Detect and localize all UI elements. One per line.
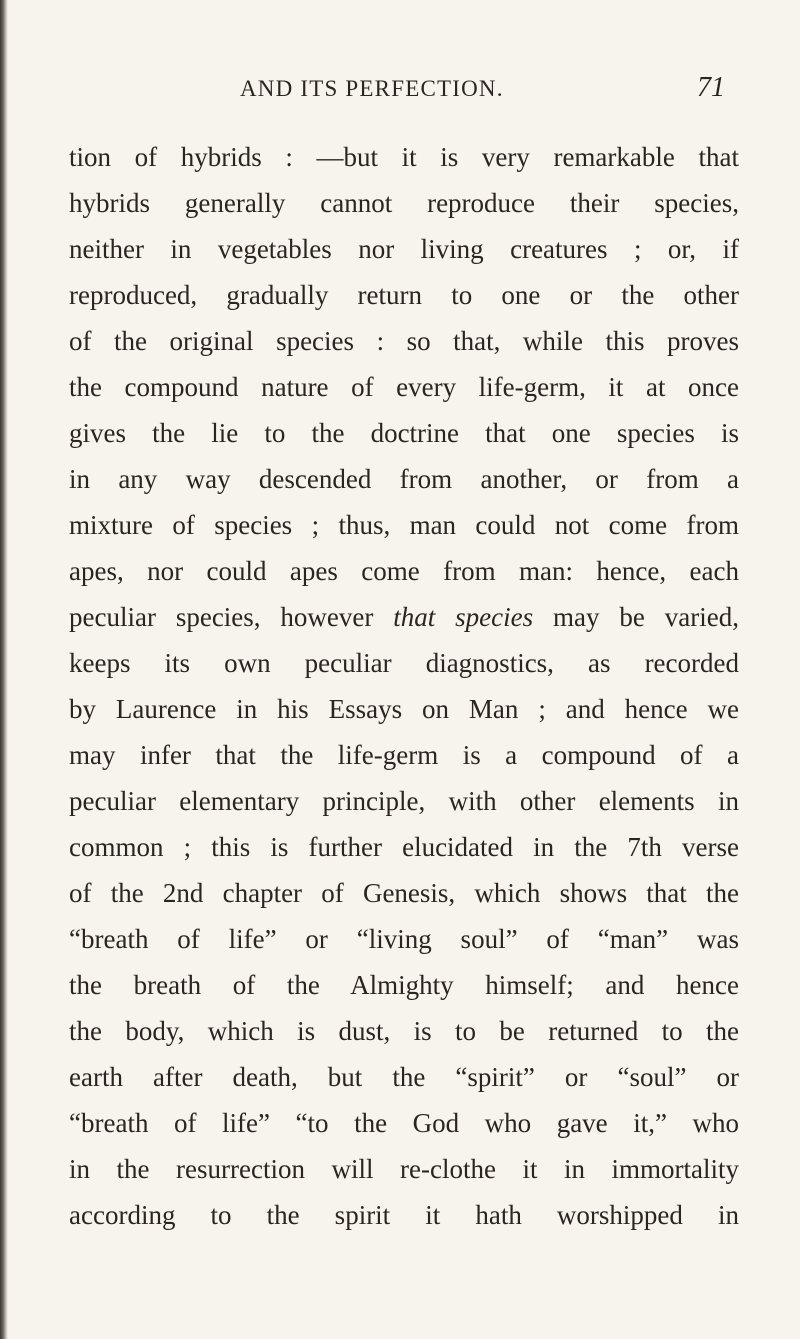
text-segment: peculiar species, however [69, 602, 394, 632]
running-head: AND ITS PERFECTION. [240, 76, 504, 101]
text-line: mixture of species ; thus, man could not come from [69, 510, 739, 540]
text-line: common ; this is further elucidated in the 7th verse [69, 832, 739, 862]
text-line: in the resurrection will re-clothe it in immortality [69, 1154, 739, 1184]
text-line: apes, nor could apes come from man: hence, each [69, 556, 739, 586]
text-line: in any way descended from another, or from a [69, 464, 739, 494]
text-line: “breath of life” “to the God who gave it,” who [69, 1108, 739, 1138]
text-line: gives the lie to the doctrine that one species is [69, 418, 739, 448]
text-line: by Laurence in his Essays on Man ; and hence we [69, 694, 739, 724]
text-segment: may be varied, [533, 602, 739, 632]
text-line: “breath of life” or “living soul” of “man” was [69, 924, 739, 954]
text-line: hybrids generally cannot reproduce their species, [69, 188, 739, 218]
text-line: may infer that the life-germ is a compound of a [69, 740, 739, 770]
text-line: of the original species : so that, while this proves [69, 326, 739, 356]
text-line: tion of hybrids : —but it is very remarkable that [69, 142, 739, 172]
text-line: the breath of the Almighty himself; and hence [69, 970, 739, 1000]
page-number: 71 [697, 72, 725, 103]
text-line [69, 600, 739, 634]
text-line: earth after death, but the “spirit” or “soul” or [69, 1062, 739, 1092]
text-line: peculiar elementary principle, with other elements in [69, 786, 739, 816]
text-line: the compound nature of every life-germ, it at once [69, 372, 739, 402]
page-gutter-edge [0, 0, 8, 1339]
text-line: according to the spirit it hath worshipped in [69, 1200, 739, 1230]
text-line: keeps its own peculiar diagnostics, as recorded [69, 648, 739, 678]
text-line: neither in vegetables nor living creatures ; or, if [69, 234, 739, 264]
italic-phrase: that species [393, 602, 534, 632]
text-line: the body, which is dust, is to be returned to the [69, 1016, 739, 1046]
text-line: reproduced, gradually return to one or the other [69, 280, 739, 310]
text-line: of the 2nd chapter of Genesis, which shows that the [69, 878, 739, 908]
